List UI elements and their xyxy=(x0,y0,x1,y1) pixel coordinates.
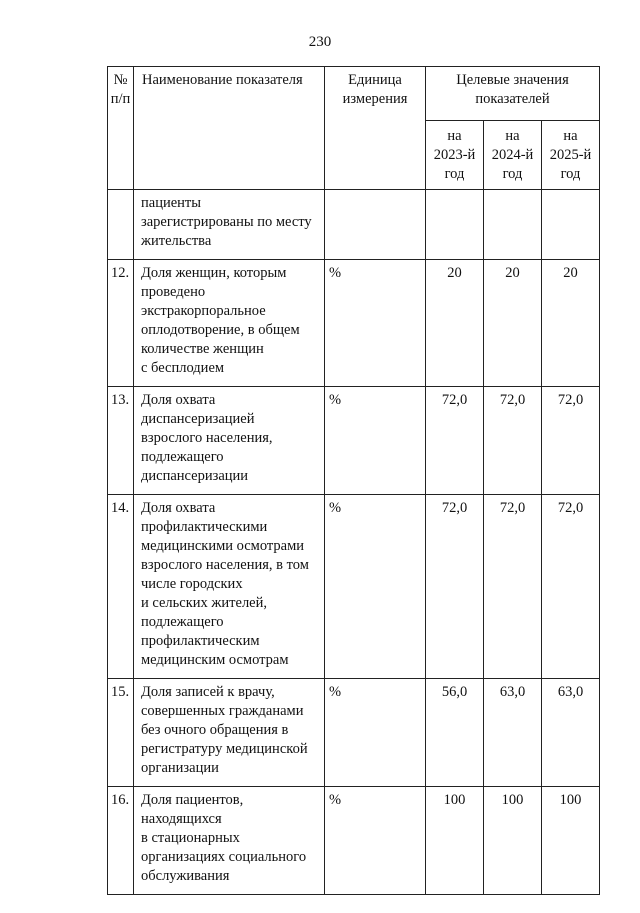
value-2023 xyxy=(426,190,484,260)
row-number: 15. xyxy=(108,679,134,787)
value-2025: 72,0 xyxy=(542,387,600,495)
value-2024: 63,0 xyxy=(484,679,542,787)
unit-of-measure: % xyxy=(325,260,426,387)
indicator-name-line: диспансеризации xyxy=(141,468,249,484)
header-year-line: год xyxy=(444,166,465,182)
indicator-name-line: обслуживания xyxy=(141,868,230,884)
unit-of-measure: % xyxy=(325,387,426,495)
indicator-name-line: подлежащего xyxy=(141,449,224,465)
header-unit-line: измерения xyxy=(342,91,408,107)
header-number-line: № xyxy=(113,72,128,88)
indicator-name-line: профилактическими xyxy=(141,519,268,535)
indicator-name xyxy=(134,679,325,787)
indicator-name xyxy=(134,387,325,495)
value-2024 xyxy=(484,190,542,260)
row-number: 16. xyxy=(108,787,134,895)
header-year-line: на xyxy=(505,128,520,144)
indicator-name-line: Доля пациентов, xyxy=(141,792,244,808)
table-row xyxy=(108,387,600,495)
indicator-name-line: числе городских xyxy=(141,576,243,592)
value-2025 xyxy=(542,190,600,260)
value-2023: 72,0 xyxy=(426,387,484,495)
value-2023: 56,0 xyxy=(426,679,484,787)
row-number: 12. xyxy=(108,260,134,387)
indicator-name-line: Доля охвата xyxy=(141,392,216,408)
value-2025: 72,0 xyxy=(542,495,600,679)
table-row xyxy=(108,495,600,679)
indicator-name xyxy=(134,190,325,260)
indicator-name-line: оплодотворение, в общем xyxy=(141,322,300,338)
indicator-name-line: организации xyxy=(141,760,219,776)
value-2024: 72,0 xyxy=(484,387,542,495)
indicator-name-line: диспансеризацией xyxy=(141,411,255,427)
indicator-name xyxy=(134,495,325,679)
table-row xyxy=(108,260,600,387)
row-number: 13. xyxy=(108,387,134,495)
header-year-line: на xyxy=(563,128,578,144)
header-target-values xyxy=(426,67,600,121)
table-row xyxy=(108,190,600,260)
indicator-name-line: медицинским осмотрам xyxy=(141,652,289,668)
header-year-line: на xyxy=(447,128,462,144)
indicators-table xyxy=(107,66,600,895)
indicator-name-line: пациенты xyxy=(141,195,201,211)
value-2025: 20 xyxy=(542,260,600,387)
table-row xyxy=(108,679,600,787)
value-2025: 100 xyxy=(542,787,600,895)
unit-of-measure: % xyxy=(325,495,426,679)
header-year-line: год xyxy=(560,166,581,182)
indicator-name-line: экстракорпоральное xyxy=(141,303,266,319)
indicator-name-line: Доля записей к врачу, xyxy=(141,684,275,700)
unit-of-measure: % xyxy=(325,787,426,895)
table-body xyxy=(108,190,600,895)
header-year-line: 2024-й xyxy=(491,147,534,163)
indicator-name-line: подлежащего xyxy=(141,614,224,630)
indicator-name-line: находящихся xyxy=(141,811,222,827)
indicator-name-line: жительства xyxy=(141,233,212,249)
header-target-line: Целевые значения xyxy=(456,72,569,88)
indicator-name-line: Доля женщин, которым xyxy=(141,265,287,281)
indicator-name-line: в стационарных xyxy=(141,830,240,846)
unit-of-measure xyxy=(325,190,426,260)
unit-of-measure: % xyxy=(325,679,426,787)
header-year-2024 xyxy=(484,121,542,190)
value-2025: 63,0 xyxy=(542,679,600,787)
header-year-2025 xyxy=(542,121,600,190)
table-row xyxy=(108,787,600,895)
header-year-2023 xyxy=(426,121,484,190)
header-indicator-name: Наименование показателя xyxy=(134,67,325,190)
indicator-name-line: без очного обращения в xyxy=(141,722,289,738)
value-2023: 72,0 xyxy=(426,495,484,679)
indicator-name-line: Доля охвата xyxy=(141,500,216,516)
value-2023: 20 xyxy=(426,260,484,387)
header-number-line: п/п xyxy=(110,91,131,107)
header-year-line: год xyxy=(502,166,523,182)
header-number xyxy=(108,67,134,190)
indicator-name-line: медицинскими осмотрами xyxy=(141,538,305,554)
value-2023: 100 xyxy=(426,787,484,895)
header-unit-line: Единица xyxy=(348,72,402,88)
indicator-name-line: профилактическим xyxy=(141,633,260,649)
value-2024: 20 xyxy=(484,260,542,387)
indicator-name-line: количестве женщин xyxy=(141,341,264,357)
indicator-name xyxy=(134,260,325,387)
indicator-name-line: взрослого населения, xyxy=(141,430,273,446)
indicator-name-line: взрослого населения, в том xyxy=(141,557,309,573)
indicator-name-line: проведено xyxy=(141,284,206,300)
indicator-name-line: регистратуру медицинской xyxy=(141,741,308,757)
header-unit xyxy=(325,67,426,190)
indicator-name-line: с бесплодием xyxy=(141,360,225,376)
indicator-name-line: зарегистрированы по месту xyxy=(141,214,312,230)
table-header xyxy=(108,67,600,190)
page-number: 230 xyxy=(308,34,332,50)
row-number: 14. xyxy=(108,495,134,679)
indicator-name-line: организациях социального xyxy=(141,849,307,865)
header-target-line: показателей xyxy=(475,91,550,107)
value-2024: 72,0 xyxy=(484,495,542,679)
indicator-name-line: и сельских жителей, xyxy=(141,595,268,611)
indicator-name-line: совершенных гражданами xyxy=(141,703,304,719)
header-year-line: 2025-й xyxy=(549,147,592,163)
indicator-name xyxy=(134,787,325,895)
header-year-line: 2023-й xyxy=(433,147,476,163)
value-2024: 100 xyxy=(484,787,542,895)
row-number xyxy=(108,190,134,260)
